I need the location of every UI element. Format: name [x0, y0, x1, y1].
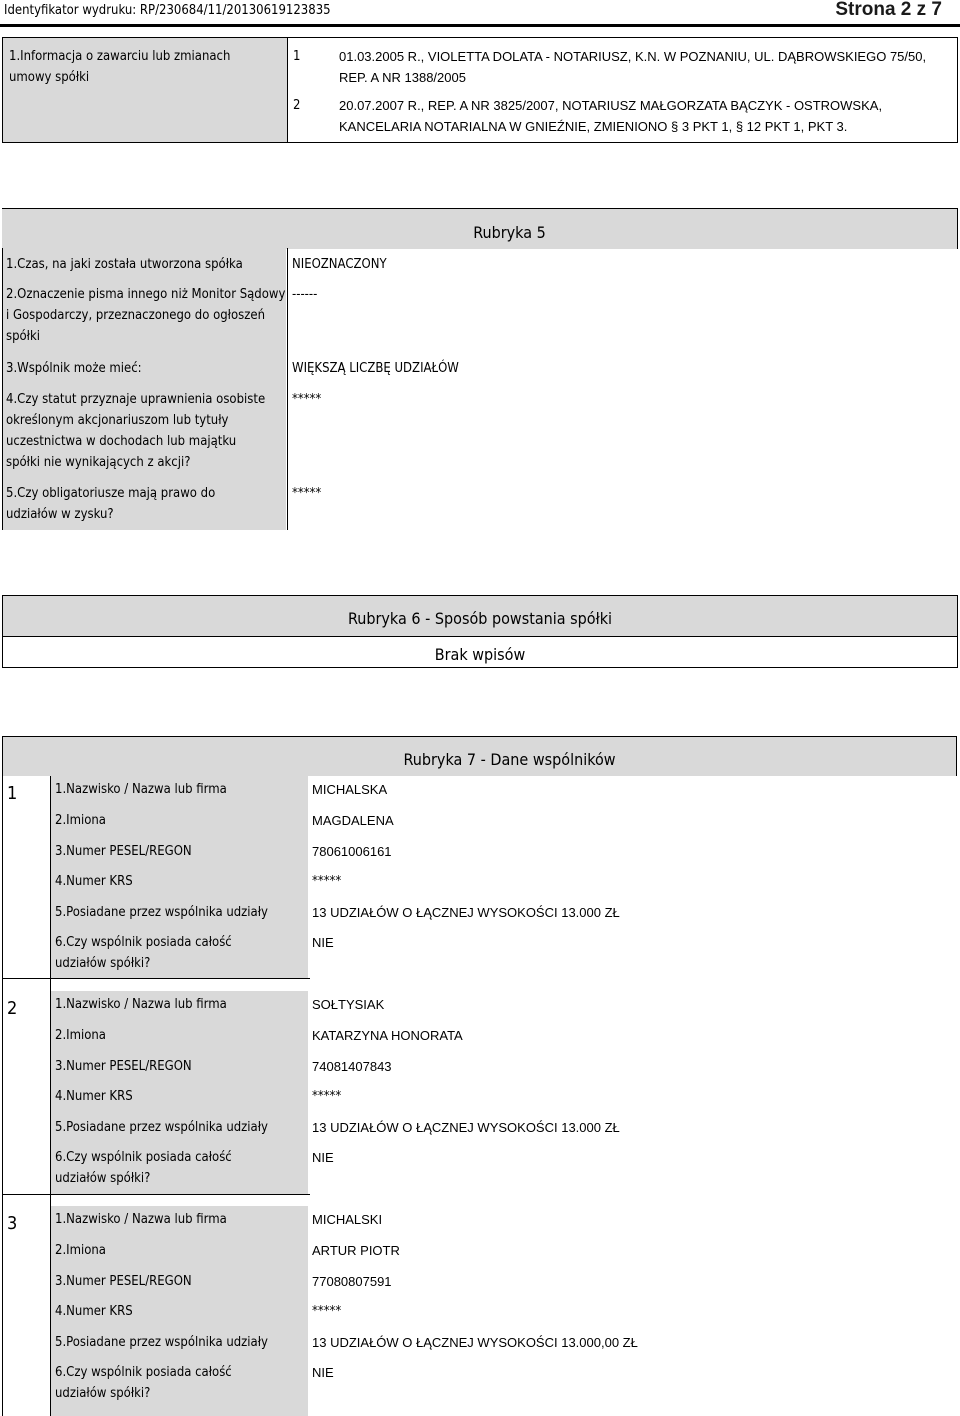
field-value: ***** — [292, 392, 322, 407]
partner-field-value: ***** — [312, 1304, 342, 1319]
partner-field-value: 13 UDZIAŁÓW O ŁĄCZNEJ WYSOKOŚCI 13.000 ZŁ — [312, 1120, 620, 1135]
column-divider — [287, 248, 288, 530]
rubryka5-title: Rubryka 5 — [473, 223, 546, 242]
contract-entry-number: 1 — [293, 49, 301, 64]
partner-field-label: 2.Imiona — [55, 1243, 106, 1258]
partner-field-label: 3.Numer PESEL/REGON — [55, 1274, 192, 1289]
partner-field-value: 77080807591 — [312, 1274, 392, 1289]
left-border — [2, 248, 3, 530]
partner-divider — [2, 978, 310, 979]
contract-entry-number: 2 — [293, 98, 301, 113]
partner-field-value: MICHALSKA — [312, 782, 388, 797]
print-id: Identyfikator wydruku: RP/230684/11/20130619123835 — [4, 3, 331, 18]
contract-label: 1.Informacja o zawarciu lub zmianach umowy spółki — [9, 49, 231, 85]
partner-field-label: 1.Nazwisko / Nazwa lub firma — [55, 782, 227, 797]
partner-divider — [2, 1194, 310, 1195]
partner-field-value: MAGDALENA — [312, 813, 394, 828]
partner-field-value: ARTUR PIOTR — [312, 1243, 400, 1258]
field-value: ***** — [292, 486, 322, 501]
partner-field-label: 5.Posiadane przez wspólnika udziały — [55, 1335, 268, 1350]
partner-field-label: 3.Numer PESEL/REGON — [55, 1059, 192, 1074]
field-value: NIEOZNACZONY — [292, 257, 387, 272]
partner-field-label: 4.Numer KRS — [55, 1089, 133, 1104]
partner-field-value: MICHALSKI — [312, 1212, 383, 1227]
partner-field-label: 6.Czy wspólnik posiada całość udziałów spółki? — [55, 1150, 232, 1186]
partner-field-value: 13 UDZIAŁÓW O ŁĄCZNEJ WYSOKOŚCI 13.000 ZŁ — [312, 905, 620, 920]
partner-field-value: KATARZYNA HONORATA — [312, 1028, 463, 1043]
partner-field-label: 2.Imiona — [55, 813, 106, 828]
page-number: Strona 2 z 7 — [835, 0, 942, 20]
partner-number: 1 — [7, 783, 18, 804]
rubryka6-title: Rubryka 6 - Sposób powstania spółki — [347, 609, 613, 628]
partner-field-value: 74081407843 — [312, 1059, 392, 1074]
contract-entry-text: 20.07.2007 R., REP. A NR 3825/2007, NOTARIUSZ MAŁGORZATA BĄCZYK - OSTROWSKA, KANCELARIA NOTARIALNA W GNIEŹNIE, ZMIENIONO § 3 PKT 1, § 12 PKT 1, PKT 3. — [339, 98, 883, 134]
partner-field-value: NIE — [312, 935, 334, 950]
partner-field-value: ***** — [312, 874, 342, 889]
field-label: 5.Czy obligatoriusze mają prawo do udziałów w zysku? — [6, 486, 216, 522]
field-label: 3.Wspólnik może mieć: — [6, 361, 142, 376]
rubryka7-section — [2, 736, 958, 1416]
rubryka5-section — [2, 208, 958, 530]
partner-field-value: NIE — [312, 1150, 334, 1165]
field-label: 1.Czas, na jaki została utworzona spółka — [6, 257, 243, 272]
left-border — [2, 776, 3, 1416]
print-header — [0, 0, 960, 24]
partner-field-label: 5.Posiadane przez wspólnika udziały — [55, 1120, 268, 1135]
partner-field-value: ***** — [312, 1089, 342, 1104]
rubryka6-section — [2, 595, 958, 668]
partner-field-label: 3.Numer PESEL/REGON — [55, 844, 192, 859]
partner-number: 3 — [7, 1213, 18, 1234]
partner-field-value: 13 UDZIAŁÓW O ŁĄCZNEJ WYSOKOŚCI 13.000,00 ZŁ — [312, 1335, 638, 1350]
partner-field-label: 2.Imiona — [55, 1028, 106, 1043]
field-value: WIĘKSZĄ LICZBĘ UDZIAŁÓW — [292, 361, 459, 376]
partner-field-label: 4.Numer KRS — [55, 1304, 133, 1319]
partner-field-label: 6.Czy wspólnik posiada całość udziałów spółki? — [55, 935, 232, 971]
field-value: ------ — [292, 287, 318, 302]
partner-field-label: 5.Posiadane przez wspólnika udziały — [55, 905, 268, 920]
partner-field-label: 1.Nazwisko / Nazwa lub firma — [55, 997, 227, 1012]
partner-field-value: SOŁTYSIAK — [312, 997, 385, 1012]
field-label: 4.Czy statut przyznaje uprawnienia osobiste określonym akcjonariuszom lub tytuły uczestnictwa w dochodach lub majątku spółki nie wynikających z akcji? — [6, 392, 266, 470]
rubryka6-empty-text: Brak wpisów — [434, 645, 526, 664]
partner-number: 2 — [7, 998, 18, 1019]
contract-entry-text: 01.03.2005 R., VIOLETTA DOLATA - NOTARIUSZ, K.N. W POZNANIU, UL. DĄBROWSKIEGO 75/50, REP. A NR 1388/2005 — [339, 49, 927, 85]
contract-section — [2, 37, 958, 143]
partner-field-label: 6.Czy wspólnik posiada całość udziałów spółki? — [55, 1365, 232, 1401]
partner-field-label: 1.Nazwisko / Nazwa lub firma — [55, 1212, 227, 1227]
partner-field-value: 78061006161 — [312, 844, 392, 859]
rubryka7-title: Rubryka 7 - Dane wspólników — [403, 750, 616, 769]
field-label: 2.Oznaczenie pisma innego niż Monitor Sądowy i Gospodarczy, przeznaczonego do ogłoszeń spółki — [6, 287, 286, 344]
header-divider — [0, 24, 960, 27]
partner-field-value: NIE — [312, 1365, 334, 1380]
partner-field-label: 4.Numer KRS — [55, 874, 133, 889]
